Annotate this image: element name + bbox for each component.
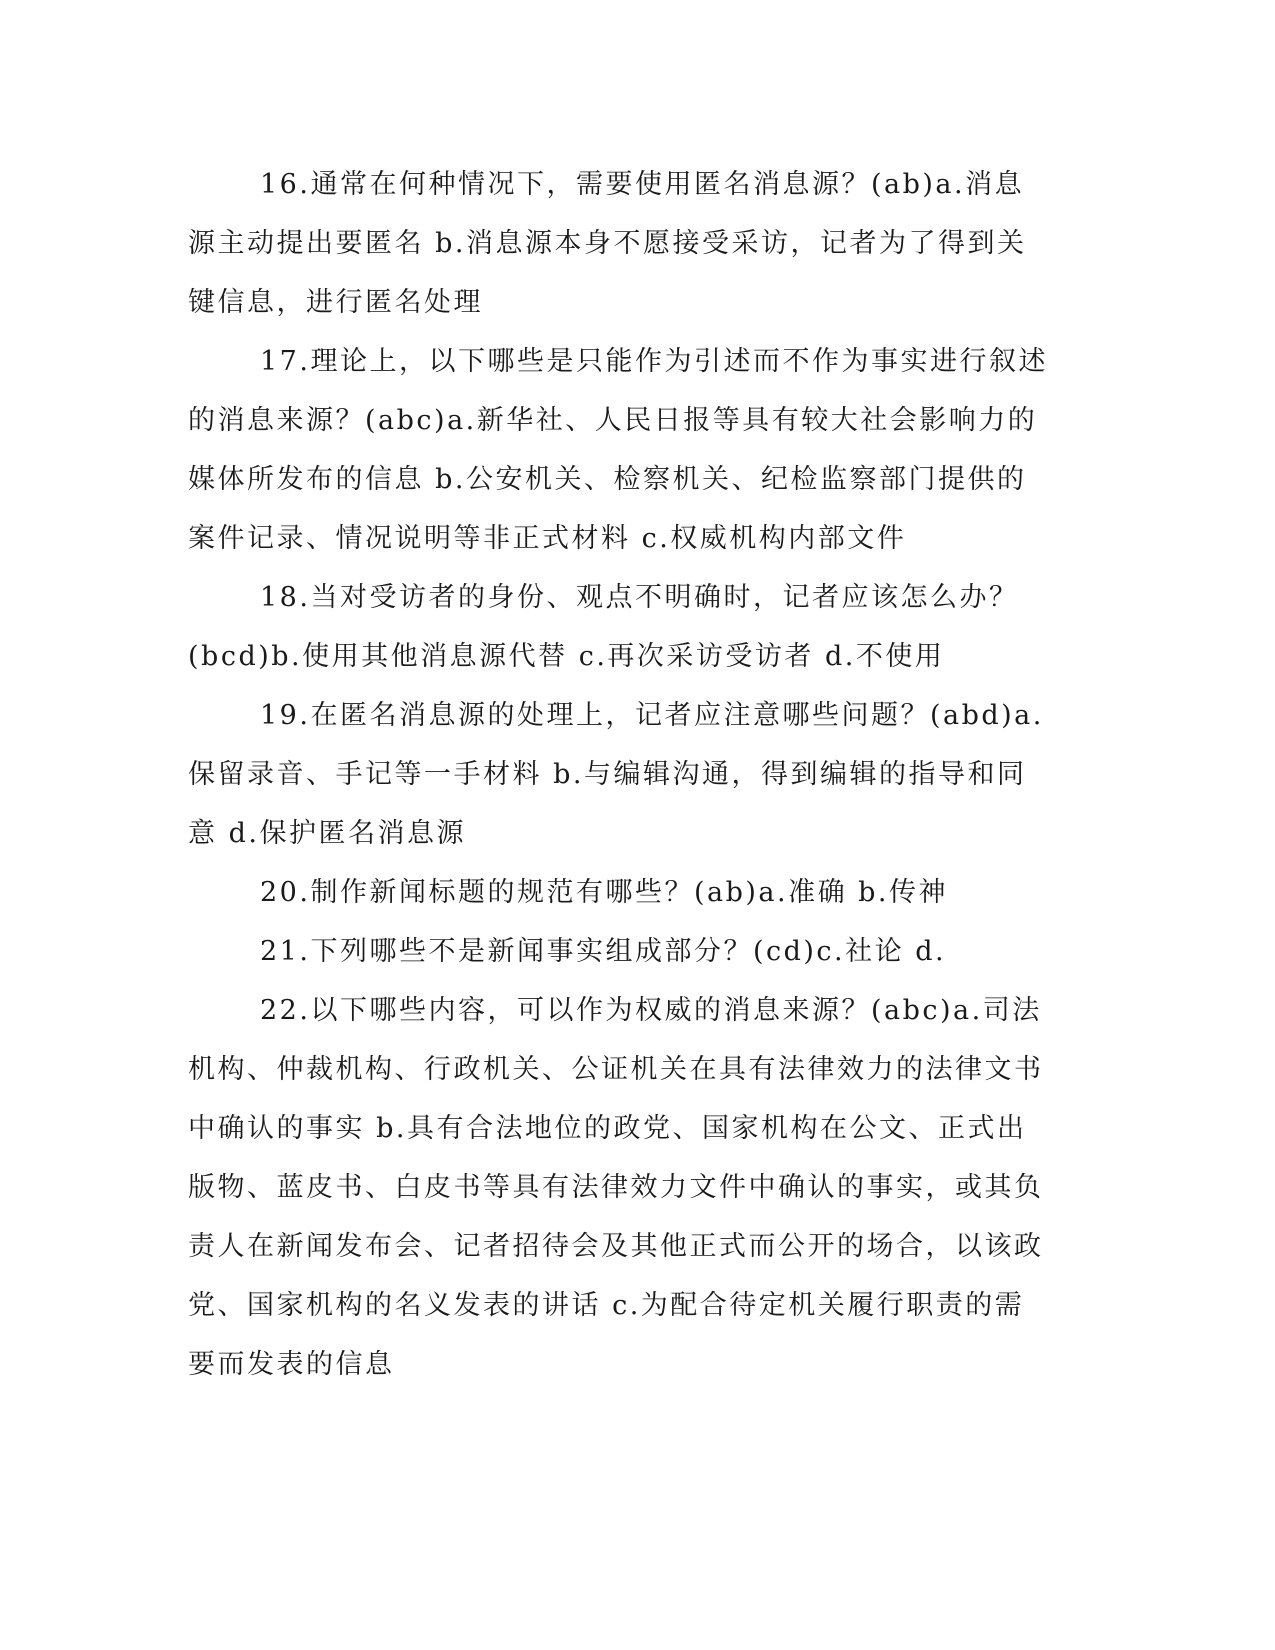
question-list bbox=[188, 155, 1048, 1394]
question-19: 19.在匿名消息源的处理上，记者应注意哪些问题？(abd)a.保留录音、手记等一手材料 b.与编辑沟通，得到编辑的指导和同意 d.保护匿名消息源 bbox=[188, 700, 1044, 849]
question-21: 21.下列哪些不是新闻事实组成部分？(cd)c.社论 d. bbox=[260, 936, 947, 967]
question-18: 18.当对受访者的身份、观点不明确时，记者应该怎么办？(bcd)b.使用其他消息源代替 c.再次采访受访者 d.不使用 bbox=[188, 582, 1019, 672]
question-17: 17.理论上，以下哪些是只能作为引述而不作为事实进行叙述的消息来源？(abc)a.新华社、人民日报等具有较大社会影响力的媒体所发布的信息 b.公安机关、检察机关、纪检监察部门提供的案件记录、情况说明等非正式材料 c.权威机构内部文件 bbox=[188, 346, 1048, 554]
question-16: 16.通常在何种情况下，需要使用匿名消息源？(ab)a.消息源主动提出要匿名 b.消息源本身不愿接受采访，记者为了得到关键信息，进行匿名处理 bbox=[188, 169, 1027, 318]
question-22: 22.以下哪些内容，可以作为权威的消息来源？(abc)a.司法机构、仲裁机构、行政机关、公证机关在具有法律效力的法律文书中确认的事实 b.具有合法地位的政党、国家机构在公文、正式出版物、蓝皮书、白皮书等具有法律效力文件中确认的事实，或其负责人在新闻发布会、记者招待会及其他正式而公开的场合，以该政党、国家机构的名义发表的讲话 c.为配合待定机关履行职责的需要而发表的信息 bbox=[188, 995, 1044, 1380]
question-20: 20.制作新闻标题的规范有哪些？(ab)a.准确 b.传神 bbox=[260, 877, 949, 908]
